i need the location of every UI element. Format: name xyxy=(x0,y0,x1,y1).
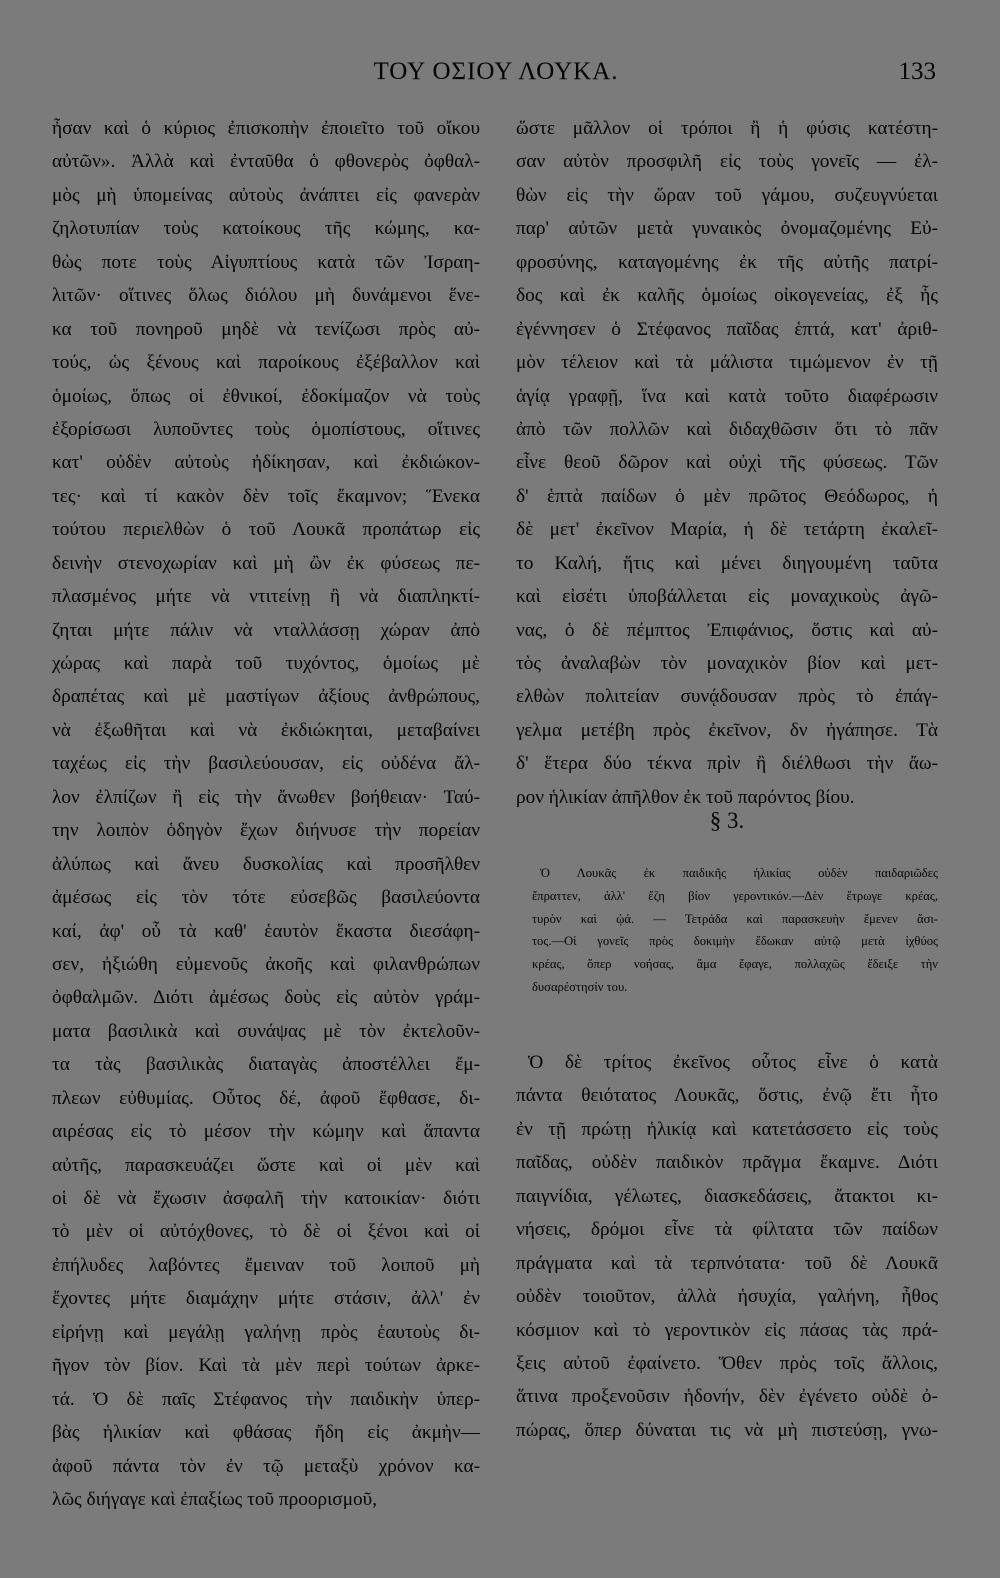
text-line: τυρὸν καὶ ᾠά. — Τετράδα καὶ παρασκευὴν ἔμενεν ἄσι- xyxy=(532,911,938,926)
left-text-column xyxy=(52,112,480,1516)
text-line: δὲ μετ' ἐκεῖνον Μαρία, ἡ δὲ τετάρτη ἐκαλεῖ- xyxy=(516,519,938,541)
right-text-column-lower xyxy=(516,1046,938,1447)
text-line: ἐπήλυδες λαβόντες ἔμειναν τοῦ λοιποῦ μὴ xyxy=(52,1254,480,1276)
text-line: ματα βασιλικὰ καὶ συνάψας μὲ τὸν ἐκτελοῦν- xyxy=(52,1020,480,1042)
text-line: Ὁ δὲ τρίτος ἐκεῖνος οὗτος εἶνε ὁ κατὰ xyxy=(528,1052,938,1073)
text-line: δος καὶ ἐκ καλῆς ὁμοίως οἰκογενείας, ἐξ ἧς xyxy=(516,285,938,307)
text-line: τα τὰς βασιλικὰς διαταγὰς ἀποστέλλει ἔμ- xyxy=(52,1054,480,1076)
text-line: τὸ μὲν οἱ αὐτόχθονες, τὸ δὲ οἱ ξένοι καὶ οἱ xyxy=(52,1221,480,1243)
text-line: τά. Ὁ δὲ παῖς Στέφανος τὴν παιδικὴν ὑπερ- xyxy=(52,1388,480,1410)
text-line: νὰ ἐξωθῆται καὶ νὰ ἐκδιώκηται, μεταβαίνει xyxy=(52,719,480,741)
text-line: εἰρήνῃ καὶ μεγάλῃ γαλήνῃ πρὸς ἑαυτοὺς δι- xyxy=(52,1321,480,1343)
text-line: ἐν τῇ πρώτῃ ἡλικίᾳ καὶ κατετάσσετο εἰς τοὺς xyxy=(516,1118,938,1140)
text-line: δραπέτας καὶ μὲ μαστίγων ἀξίους ἀνθρώπους, xyxy=(52,686,480,708)
text-line: λιτῶν· οἵτινες ὅλως διόλου μὴ δυνάμενοι ἕνε- xyxy=(52,285,480,307)
text-line: πλασμένος μήτε νὰ ντιτείνῃ ἢ νὰ διαπληκτί- xyxy=(52,586,480,608)
text-line: ἀπὸ τῶν πολλῶν καὶ διδαχθῶσιν ὅτι τὸ πᾶν xyxy=(516,418,938,440)
text-line: δ' ἕτερα δύο τέκνα πρὶν ἢ διέλθωσι τὴν ἄω- xyxy=(516,753,938,775)
text-line: τος.—Οἱ γονεῖς πρὸς δοκιμὴν ἔδωκαν αὐτῷ μετὰ ἰχθύος xyxy=(532,934,938,949)
section-heading: § 3. xyxy=(709,808,745,833)
text-line: κα τοῦ πονηροῦ μηδὲ νὰ τενίζωσι πρὸς αὐ- xyxy=(52,318,480,340)
text-line: λῶς διήγαγε καὶ ἐπαξίως τοῦ προορισμοῦ, xyxy=(52,1488,378,1510)
running-title: ΤΟΥ ΟΣΙΟΥ ΛΟΥΚΑ. xyxy=(373,58,619,85)
page-number: 133 xyxy=(898,58,936,85)
text-line: οἱ δὲ νὰ ἔχωσιν ἀσφαλῆ τὴν κατοικίαν· διότι xyxy=(52,1188,480,1209)
text-line: ἅτινα προξενοῦσιν ἡδονήν, δὲν ἐγένετο οὐδὲ ὀ- xyxy=(516,1386,938,1408)
text-line: καὶ εἰσέτι ὑποβάλλεται εἰς μοναχικοὺς ἀγῶ- xyxy=(516,586,938,608)
text-line: οὐδὲν τοιοῦτον, ἀλλὰ ἡσυχία, γαλήνη, ἦθος xyxy=(516,1286,938,1308)
text-line: καί, ἀφ' οὗ τὰ καθ' ἑαυτὸν ἕκαστα διεσάφη- xyxy=(52,920,480,942)
text-line: ὁμοίως, ὅπως οἱ ἐθνικοί, ἐδοκίμαζον νὰ τοὺς xyxy=(52,385,480,407)
text-line: νήσεις, δρόμοι εἶνε τὰ φίλτατα τῶν παίδων xyxy=(516,1219,938,1241)
text-line: ξεις αὐτοῦ ἐφαίνετο. Ὅθεν πρὸς τοῖς ἄλλοις, xyxy=(516,1352,938,1374)
text-line: ἀφοῦ πάντα τὸν ἐν τῷ μεταξὺ χρόνον κα- xyxy=(52,1455,480,1477)
text-line: ὀφθαλμῶν. Διότι ἀμέσως δοὺς εἰς αὐτὸν γράμ- xyxy=(52,987,480,1009)
text-line: τούς, ὡς ξένους καὶ παροίκους ἐξέβαλλον καὶ xyxy=(52,352,480,374)
text-line: παῖδας, οὐδὲν παιδικὸν πρᾶγμα ἔκαμνε. Διότι xyxy=(516,1152,938,1174)
text-line: πλεων εὐθυμίας. Οὗτος δέ, ἀφοῦ ἔφθασε, δι- xyxy=(52,1087,480,1109)
text-line: την λοιπὸν ὁδηγὸν ἔχων διήνυσε τὴν πορείαν xyxy=(52,820,480,842)
text-line: μὸς μὴ ὑπομείνας αὐτοὺς ἀνάπτει εἰς φανερὰν xyxy=(52,184,480,206)
text-line: δεινὴν στενοχωρίαν καὶ μὴ ὢν ἐκ φύσεως πε- xyxy=(52,552,480,574)
text-line: δυσαρέστησίν του. xyxy=(532,979,628,994)
text-line: τες· καὶ τί κακὸν δὲν τοῖς ἔκαμνον; Ἕνεκα xyxy=(52,485,480,507)
text-line: φροσύνης, καταγομένης ἐκ τῆς αὐτῆς πατρί- xyxy=(516,251,938,273)
text-line: ἐξορίσωσι λυποῦντες τοὺς ὁμοπίστους, οἵτινες xyxy=(52,418,480,440)
text-line: βὰς ἡλικίαν καὶ φθάσας ἤδη εἰς ἀκμὴν— xyxy=(52,1422,480,1444)
text-line: ὥστε μᾶλλον οἱ τρόποι ἢ ἡ φύσις κατέστη- xyxy=(516,118,938,139)
text-line: κόσμιον καὶ τὸ γεροντικὸν εἰς πάσας τὰς πρά- xyxy=(516,1319,938,1341)
text-line: τὸς ἀναλαβὼν τὸν μοναχικὸν βίον καὶ μετ- xyxy=(516,653,938,674)
text-line: ἐγέννησεν ὁ Στέφανος παῖδας ἑπτά, κατ' ἀριθ- xyxy=(516,318,938,340)
text-line: ῆγον τὸν βίον. Καὶ τὰ μὲν περὶ τούτων ἀρκε- xyxy=(52,1355,480,1377)
right-text-column-upper xyxy=(516,112,938,814)
text-line: αιρέσας εἰς τὸ μέσον τὴν κώμην καὶ ἅπαντα xyxy=(52,1121,480,1143)
text-line: δ' ἑπτὰ παίδων ὁ μὲν πρῶτος Θεόδωρος, ἡ xyxy=(516,485,938,507)
text-line: θὼς ποτε τοὺς Αἰγυπτίους κατὰ τῶν Ἰσραη- xyxy=(52,251,480,273)
text-line: ἁγίᾳ γραφῇ, ἵνα καὶ κατὰ τοῦτο διαφέρωσιν xyxy=(516,385,938,407)
text-line: μὸν τέλειον καὶ τὰ μάλιστα τιμώμενον ἐν τῇ xyxy=(516,352,938,374)
running-head xyxy=(56,58,936,98)
text-line: ρον ἡλικίαν ἀπῆλθον ἐκ τοῦ παρόντος βίου. xyxy=(516,786,855,808)
text-line: ταχέως εἰς τὴν βασιλεύουσαν, εἰς οὐδένα ἄλ- xyxy=(52,753,480,775)
text-line: σαν αὐτὸν προσφιλῆ εἰς τοὺς γονεῖς — ἐλ- xyxy=(516,151,938,173)
text-line: Ὁ Λουκᾶς ἐκ παιδικῆς ἡλικίας οὐδὲν παιδαριῶδες xyxy=(540,866,938,880)
text-line: πώρας, ὅπερ δύναται τις νὰ μὴ πιστεύσῃ, γνω- xyxy=(516,1419,938,1441)
text-line: σεν, ἠξιώθη εὐμενοῦς ἀκοῆς καὶ φιλανθρώπων xyxy=(52,953,480,975)
text-line: γελμα μετέβη πρὸς ἐκεῖνον, δν ἠγάπησε. Τὰ xyxy=(516,719,938,741)
text-line: θὼν εἰς τὴν ὥραν τοῦ γάμου, συζευγνύεται xyxy=(516,184,938,206)
text-line: παιγνίδια, γέλωτες, διασκεδάσεις, ἄτακτοι κι- xyxy=(516,1185,938,1207)
text-line: εἶνε θεοῦ δῶρον καὶ οὐχὶ τῆς φύσεως. Τῶν xyxy=(516,452,938,474)
text-line: ἀμέσως εἰς τὸν τότε εὐσεβῶς βασιλεύοντα xyxy=(52,887,480,909)
text-line: πράγματα καὶ τὰ τερπνότατα· τοῦ δὲ Λουκᾶ xyxy=(516,1252,938,1274)
text-line: αὐτῆς, παρασκευάζει ὥστε καὶ οἱ μὲν καὶ xyxy=(52,1154,480,1176)
text-line: ζηλοτυπίαν τοὺς κατοίκους τῆς κώμης, κα- xyxy=(52,218,480,240)
text-line: ἦσαν καὶ ὁ κύριος ἐπισκοπὴν ἐποιεῖτο τοῦ οἴκου xyxy=(52,118,480,139)
text-line: χώρας καὶ παρὰ τοῦ τυχόντος, ὁμοίως μὲ xyxy=(52,653,480,674)
text-line: λον ἐλπίζων ἢ εἰς τὴν ἄνωθεν βοήθειαν· Ταύ- xyxy=(52,786,480,808)
text-line: κατ' οὐδὲν αὐτοὺς ἠδίκησαν, καὶ ἐκδιώκον- xyxy=(52,452,480,474)
text-line: νας, ὁ δὲ πέμπτος Ἐπιφάνιος, ὅστις καὶ αὐ- xyxy=(516,619,938,641)
text-line: παρ' αὐτῶν μετὰ γυναικὸς ὀνομαζομένης Εὐ- xyxy=(516,218,938,240)
text-line: τούτου περιελθὼν ὁ τοῦ Λουκᾶ προπάτωρ εἰς xyxy=(52,519,480,541)
text-line: ζηται μήτε πάλιν νὰ νταλλάσσῃ χώραν ἀπὸ xyxy=(52,619,480,641)
text-line: πάντα θειότατος Λουκᾶς, ὅστις, ἐνῷ ἔτι ἦτο xyxy=(516,1085,938,1107)
text-line: ἀλύπως καὶ ἄνευ δυσκολίας καὶ προσῆλθεν xyxy=(52,853,480,875)
text-line: ελθὼν πολιτείαν συνᾴδουσαν πρὸς τὸ ἐπάγ- xyxy=(516,686,938,708)
text-line: ἔχοντες μήτε διαμάχην μήτε στάσιν, ἀλλ' ἐν xyxy=(52,1288,480,1310)
text-line: το Καλή, ἥτις καὶ μένει διηγουμένη ταῦτα xyxy=(516,552,938,574)
text-line: κρέας, ὅπερ νοήσας, ἅμα ἔφαγε, πολλαχῶς ἔδειξε τὴν xyxy=(532,957,938,972)
section-summary xyxy=(532,862,938,999)
text-line: ἔπραττεν, ἀλλ' ἔζη βίον γεροντικόν.—Δὲν ἔτρωγε κρέας, xyxy=(532,888,938,903)
text-line: αὐτῶν». Ἀλλὰ καὶ ἐνταῦθα ὁ φθονερὸς ὀφθαλ- xyxy=(52,151,480,173)
